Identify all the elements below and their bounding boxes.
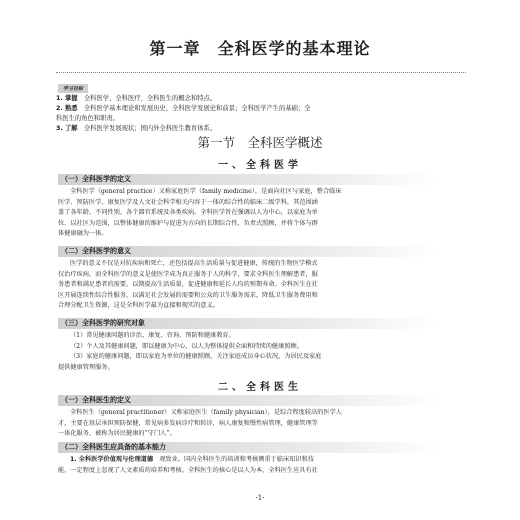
- goal-line: 3. 了解 全科医学发展现状；国内外全科医生教育体系。: [56, 125, 217, 132]
- subheading-significance: （二）全科医学的意义: [58, 246, 438, 257]
- goal-line: 2. 熟悉 全科医学基本理论和发展历史，全科医学发展史和前景；全科医学产生的基础；全: [56, 105, 311, 112]
- subheading-research-object: （三）全科医学的研究对象: [58, 318, 438, 329]
- goal-line: 1. 掌握 全科医学、全科医疗、全科医生的概念和特点。: [56, 95, 217, 102]
- chapter-title: 第一章 全科医学的基本理论: [149, 39, 371, 58]
- subheading-gp-abilities: （二）全科医生应具备的基本能力: [58, 442, 438, 453]
- goal-line: 科医生的角色和职责。: [56, 115, 119, 122]
- part-heading-1: 一、全科医学: [218, 160, 302, 171]
- page-number: ·1·: [255, 494, 265, 502]
- section-title: 第一节 全科医学概述: [197, 135, 323, 150]
- paragraph-gp-abilities: 1. 全科医学价值观与伦理道德 观致业。国内全科医生的培训和考核侧重于临床知识和技 能，一定程度上忽视了人文素质的培养和考核。全科医生的核心是以人为本，全科医生应具有社: [58, 456, 318, 474]
- paragraph-gp-definition: 全科医生（general practitioner）又称家庭医生（family physician），是综合程度较高的医学人 才，主要在基层承担预防保健，常见病多发病诊疗和转诊，病人康复和慢性病管理，健康管理等 一体化服务，被称为居民健康的“守门人”。: [58, 409, 342, 437]
- subheading-definition: （一）全科医学的定义: [58, 174, 438, 185]
- paragraph-research-object: （1）常见健康问题的诊治、康复、咨询、预防和健康教育。 （2）个人及其健康问题，即以健康为中心，以人为整体提供全面和持续的健康照顾。 （3）家庭的健康问题，即以家庭为单位的健康照顾，关注家庭成员身心状况，为居民及家庭 提供健康管理服务。: [58, 332, 322, 371]
- paragraph-significance: 医学的意义不仅是对抗疾病和死亡，还包括提高生活质量与促进健康，传统的生物医学模式 仅治疗疾病，而全科医学的意义是使医学成为真正服务于人的科学，要求全科医生理解患者，服 务患者和满足患者的需要，以期提高生活质量，促进健康和延长人均的预期寿命。全科医生在社 区开展连续性综合性服务，以满足社会发展的需要和公众的卫生服务需求，降低卫生服务费用和 合理分配卫生资源，这是全科医学最为直接和现实的意义。: [58, 260, 318, 309]
- learning-goals-box: [56, 72, 466, 132]
- part-heading-2: 二、全科医生: [218, 382, 302, 393]
- learning-goals-label: 学习目标: [58, 84, 88, 93]
- paragraph-definition: 全科医学（general practice）又称家庭医学（family medicine），是面向社区与家庭，整合临床 医学、预防医学、康复医学及人文社会科学相关内容于一体的综合性的临床二级学科，其范围涵 盖了各年龄、不同性别、各个器官系统及各类疾病。全科医学旨在强调以人为中心，以家庭为单 位、以社区为范围，以整体健康的维护与促进为方向的长期综合性、负责式照顾，并将个体与群 体健康融为一体。: [58, 188, 342, 237]
- subheading-gp-definition: （一）全科医生的定义: [58, 395, 438, 406]
